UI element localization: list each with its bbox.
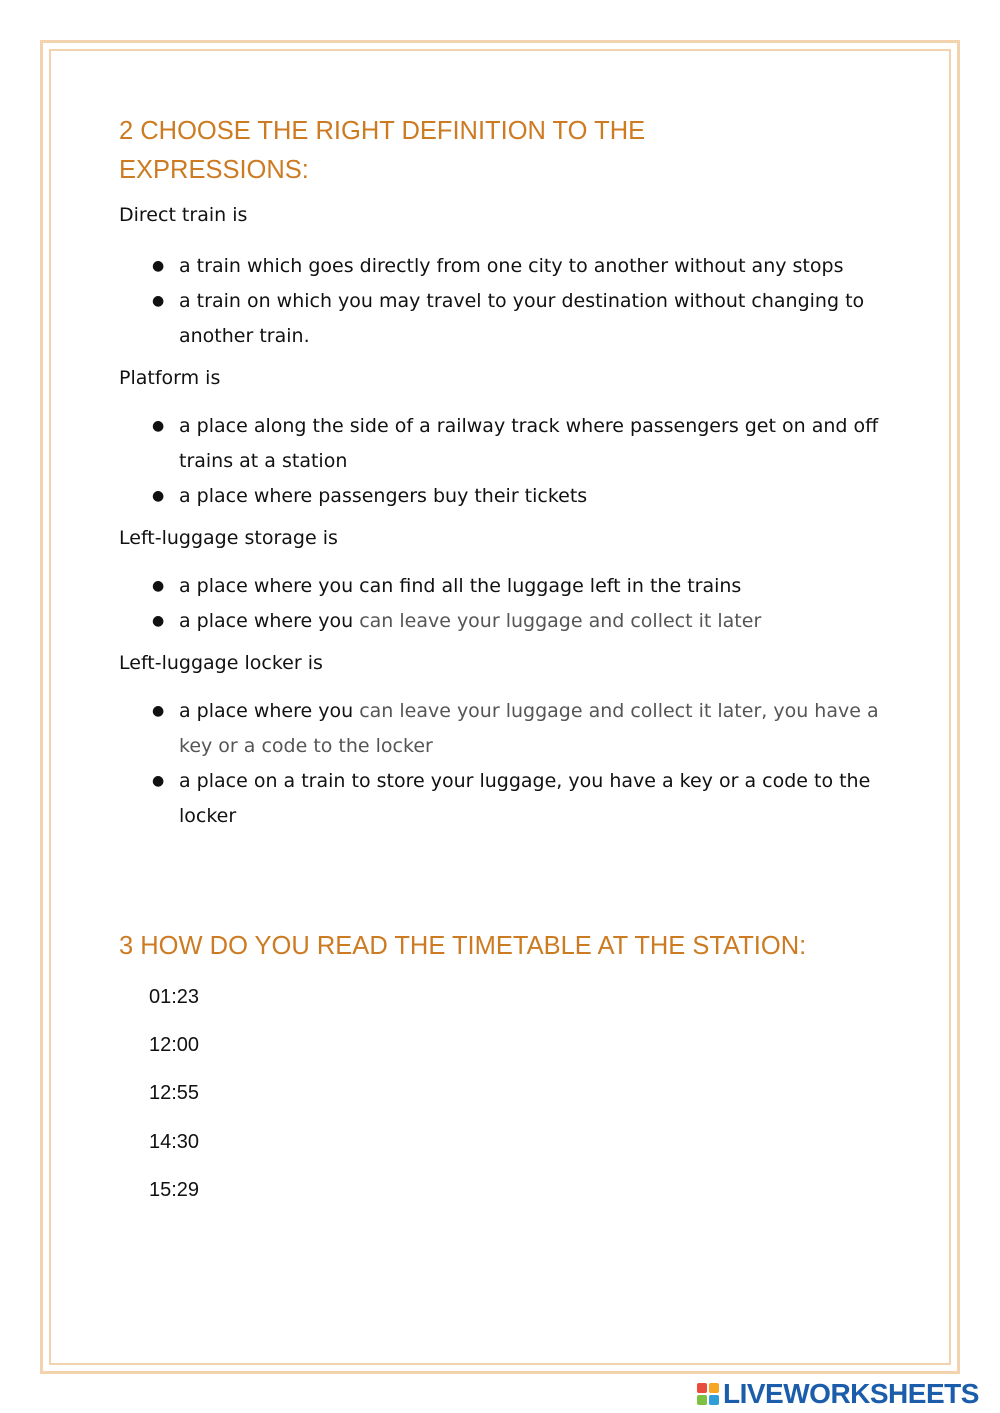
options-list xyxy=(119,694,879,834)
logo-square xyxy=(697,1383,707,1393)
answer-option[interactable]: ● a place where you can find all the luggage left in the trains xyxy=(119,569,879,604)
bullet-icon: ● xyxy=(152,578,165,594)
options-list xyxy=(119,409,879,514)
time-entry: 12:55 xyxy=(149,1082,200,1104)
answer-option[interactable]: ● a place where you can leave your luggage and collect it later, you have a key or a code to the locker xyxy=(119,694,879,764)
question-prompt: Direct train is xyxy=(119,204,248,226)
time-entry: 01:23 xyxy=(149,986,200,1008)
logo-text: LIVEWORKSHEETS xyxy=(723,1378,979,1409)
logo-square xyxy=(709,1395,719,1405)
logo-square xyxy=(709,1383,719,1393)
answer-option[interactable]: ● a train which goes directly from one city to another without any stops xyxy=(119,249,879,284)
bullet-icon: ● xyxy=(152,703,165,719)
bullet-icon: ● xyxy=(152,258,165,274)
answer-option[interactable]: ● a place where you can leave your luggage and collect it later xyxy=(119,604,879,639)
bullet-icon: ● xyxy=(152,488,165,504)
options-list xyxy=(119,569,879,639)
question-prompt: Left-luggage locker is xyxy=(119,652,323,674)
worksheet-content xyxy=(119,112,879,834)
logo-mark-icon xyxy=(697,1383,719,1405)
logo-square xyxy=(697,1395,707,1405)
bullet-icon: ● xyxy=(152,773,165,789)
bullet-icon: ● xyxy=(152,293,165,309)
question-prompt: Left-luggage storage is xyxy=(119,527,338,549)
question-prompt: Platform is xyxy=(119,367,221,389)
section-2-title: 2 CHOOSE THE RIGHT DEFINITION TO THE EXPRESSIONS: xyxy=(119,117,646,184)
section-3-title: 3 HOW DO YOU READ THE TIMETABLE AT THE STATION: xyxy=(119,932,807,960)
time-entry: 15:29 xyxy=(149,1179,200,1201)
bullet-icon: ● xyxy=(152,613,165,629)
time-entry: 12:00 xyxy=(149,1034,200,1056)
time-entry: 14:30 xyxy=(149,1131,200,1153)
answer-option[interactable]: ● a place on a train to store your luggage, you have a key or a code to the locker xyxy=(119,764,879,834)
options-list xyxy=(119,249,879,354)
answer-option[interactable]: ● a place where passengers buy their tickets xyxy=(119,479,879,514)
bullet-icon: ● xyxy=(152,418,165,434)
liveworksheets-logo xyxy=(697,1377,979,1411)
answer-option[interactable]: ● a place along the side of a railway track where passengers get on and off trains at a station xyxy=(119,409,879,479)
answer-option[interactable]: ● a train on which you may travel to your destination without changing to another train. xyxy=(119,284,879,354)
